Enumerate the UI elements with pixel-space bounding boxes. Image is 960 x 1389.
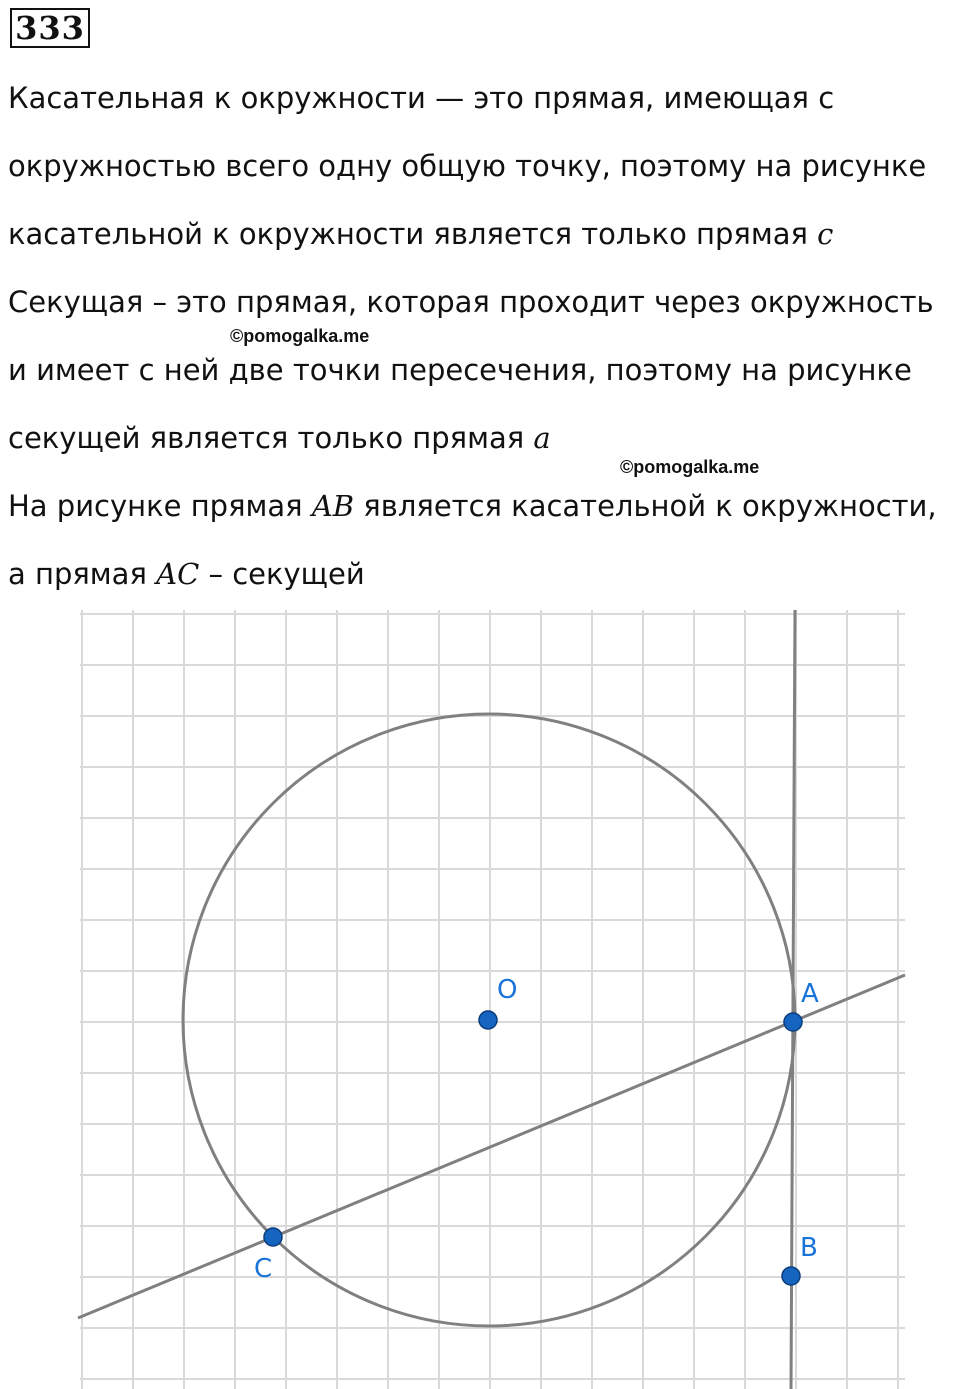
watermark: ©pomogalka.me xyxy=(230,326,370,346)
point-a xyxy=(784,1013,802,1031)
text-line-5 xyxy=(8,352,912,388)
label-b: B xyxy=(800,1233,818,1263)
text-part: секущей является только прямая xyxy=(8,421,534,455)
problem-number: 333 xyxy=(10,8,90,48)
text-part: Касательная к окружности — это прямая, имеющая с xyxy=(8,81,835,115)
math-ac: AC xyxy=(156,557,200,591)
text-line-4 xyxy=(8,284,934,320)
geometry-figure xyxy=(0,610,960,1389)
text-part: а прямая xyxy=(8,557,157,591)
text-part: окружностью всего одну общую точку, поэтому на рисунке xyxy=(8,149,927,183)
text-part: – секущей xyxy=(199,557,365,591)
text-line-8 xyxy=(8,556,365,592)
label-a: A xyxy=(801,979,819,1009)
point-b xyxy=(782,1267,800,1285)
point-o xyxy=(479,1011,497,1029)
text-part: касательной к окружности является только прямая xyxy=(8,217,818,251)
math-ab: AB xyxy=(311,489,355,523)
text-line-6 xyxy=(8,420,551,456)
label-c: C xyxy=(254,1254,273,1284)
text-part: На рисунке прямая xyxy=(8,489,312,523)
text-line-1 xyxy=(8,80,834,116)
grid xyxy=(80,610,905,1389)
label-o: O xyxy=(497,975,518,1005)
watermark: ©pomogalka.me xyxy=(620,457,760,477)
text-part: Секущая – это прямая, которая проходит через окружность xyxy=(8,285,934,319)
point-c xyxy=(264,1228,282,1246)
text-line-3 xyxy=(8,216,833,252)
text-part: и имеет с ней две точки пересечения, поэтому на рисунке xyxy=(8,353,912,387)
text-line-7 xyxy=(8,488,937,524)
text-part: является касательной к окружности, xyxy=(354,489,937,523)
text-line-2 xyxy=(8,148,926,184)
math-c: c xyxy=(817,217,834,251)
math-a: a xyxy=(533,421,551,455)
